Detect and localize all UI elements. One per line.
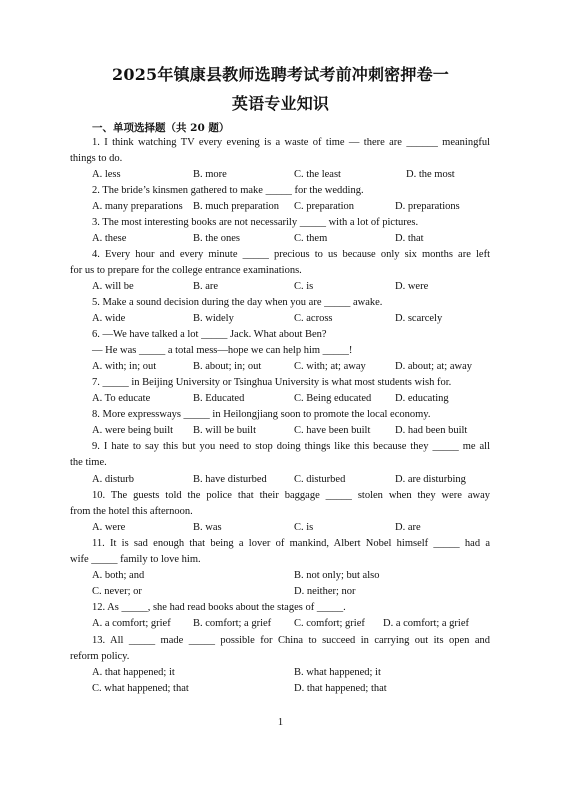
q7-option-a: A. To educate bbox=[92, 393, 151, 404]
q13-option-a: A. that happened; it bbox=[92, 667, 175, 678]
question-9-line-2: the time. bbox=[70, 457, 107, 468]
question-13-line-2: reform policy. bbox=[70, 651, 130, 662]
question-8: 8. More expressways _____ in Heilongjiang soon to promote the local economy. bbox=[92, 409, 431, 420]
q9-option-b: B. have disturbed bbox=[193, 474, 267, 485]
question-12: 12. As _____, she had read books about the stages of _____. bbox=[92, 602, 346, 613]
q11-option-a: A. both; and bbox=[92, 570, 145, 581]
q4-option-d: D. were bbox=[395, 281, 429, 292]
question-11-line-2: wife _____ family to love him. bbox=[70, 554, 201, 565]
q8-option-c: C. have been built bbox=[294, 425, 371, 436]
q10-option-a: A. were bbox=[92, 522, 126, 533]
q13-option-c: C. what happened; that bbox=[92, 683, 189, 694]
exam-subtitle: 英语专业知识 bbox=[231, 94, 330, 113]
q1-option-d: D. the most bbox=[406, 169, 455, 180]
q1-option-a: A. less bbox=[92, 169, 121, 180]
q7-option-c: C. Being educated bbox=[294, 393, 372, 404]
question-5: 5. Make a sound decision during the day when you are _____ awake. bbox=[92, 297, 383, 308]
q2-option-d: D. preparations bbox=[395, 201, 460, 212]
q12-option-c: C. comfort; grief bbox=[294, 618, 365, 629]
q8-option-b: B. will be built bbox=[193, 425, 256, 436]
question-2: 2. The bride’s kinsmen gathered to make _____ for the wedding. bbox=[92, 185, 364, 196]
q3-option-b: B. the ones bbox=[193, 233, 240, 244]
q8-option-d: D. had been built bbox=[395, 425, 468, 436]
q7-option-d: D. educating bbox=[395, 393, 449, 404]
q5-option-d: D. scarcely bbox=[395, 313, 443, 324]
q12-option-b: B. comfort; a grief bbox=[193, 618, 272, 629]
q3-option-d: D. that bbox=[395, 233, 424, 244]
q9-option-d: D. are disturbing bbox=[395, 474, 466, 485]
q3-option-a: A. these bbox=[92, 233, 127, 244]
q13-option-b: B. what happened; it bbox=[294, 667, 381, 678]
question-4-line-1: 4. Every hour and every minute _____ precious to us because only six months are left bbox=[92, 249, 490, 260]
question-7: 7. _____ in Beijing University or Tsinghua University is what most students wish for. bbox=[92, 377, 452, 388]
question-11-line-1: 11. It is sad enough that being a lover of mankind, Albert Nobel himself _____ had a bbox=[92, 538, 490, 549]
question-10-line-1: 10. The guests told the police that their baggage _____ stolen when they were away bbox=[92, 490, 490, 501]
q9-option-c: C. disturbed bbox=[294, 474, 346, 485]
q6-option-c: C. with; at; away bbox=[294, 361, 366, 372]
q6-option-b: B. about; in; out bbox=[193, 361, 262, 372]
q10-option-d: D. are bbox=[395, 522, 421, 533]
q1-option-c: C. the least bbox=[294, 169, 341, 180]
q11-option-c: C. never; or bbox=[92, 586, 142, 597]
q1-option-b: B. more bbox=[193, 169, 227, 180]
question-1-line-2: things to do. bbox=[70, 153, 123, 164]
question-13-line-1: 13. All _____ made _____ possible for China to succeed in carrying out its open and bbox=[92, 635, 490, 646]
exam-title: 2025年镇康县教师选聘考试考前冲刺密押卷一 bbox=[112, 65, 449, 84]
q3-option-c: C. them bbox=[294, 233, 328, 244]
q11-option-d: D. neither; nor bbox=[294, 586, 356, 597]
q12-option-a: A. a comfort; grief bbox=[92, 618, 171, 629]
question-6-line-1: 6. —We have talked a lot _____ Jack. What about Ben? bbox=[92, 329, 327, 340]
q2-option-a: A. many preparations bbox=[92, 201, 183, 212]
q5-option-a: A. wide bbox=[92, 313, 126, 324]
q6-option-a: A. with; in; out bbox=[92, 361, 157, 372]
q2-option-b: B. much preparation bbox=[193, 201, 280, 212]
question-4-line-2: for us to prepare for the college entrance examinations. bbox=[70, 265, 302, 276]
q12-option-d: D. a comfort; a grief bbox=[383, 618, 470, 629]
question-9-line-1: 9. I hate to say this but you need to stop doing things like this because they _____ me all bbox=[92, 441, 490, 452]
page-number: 1 bbox=[277, 717, 284, 728]
q13-option-d: D. that happened; that bbox=[294, 683, 387, 694]
q8-option-a: A. were being built bbox=[92, 425, 174, 436]
q10-option-c: C. is bbox=[294, 522, 314, 533]
q5-option-b: B. widely bbox=[193, 313, 234, 324]
q4-option-a: A. will be bbox=[92, 281, 134, 292]
question-6-line-2: — He was _____ a total mess—hope we can help him _____! bbox=[92, 345, 353, 356]
q9-option-a: A. disturb bbox=[92, 474, 134, 485]
q11-option-b: B. not only; but also bbox=[294, 570, 380, 581]
q4-option-c: C. is bbox=[294, 281, 314, 292]
q2-option-c: C. preparation bbox=[294, 201, 355, 212]
q10-option-b: B. was bbox=[193, 522, 222, 533]
q5-option-c: C. across bbox=[294, 313, 333, 324]
q6-option-d: D. about; at; away bbox=[395, 361, 472, 372]
question-1-line-1: 1. I think watching TV every evening is a waste of time — there are ______ meaningful bbox=[92, 137, 490, 148]
section-heading: 一、单项选择题（共 20 题） bbox=[92, 122, 230, 134]
question-3: 3. The most interesting books are not necessarily _____ with a lot of pictures. bbox=[92, 217, 419, 228]
q7-option-b: B. Educated bbox=[193, 393, 245, 404]
question-10-line-2: from the hotel this afternoon. bbox=[70, 506, 193, 517]
q4-option-b: B. are bbox=[193, 281, 219, 292]
